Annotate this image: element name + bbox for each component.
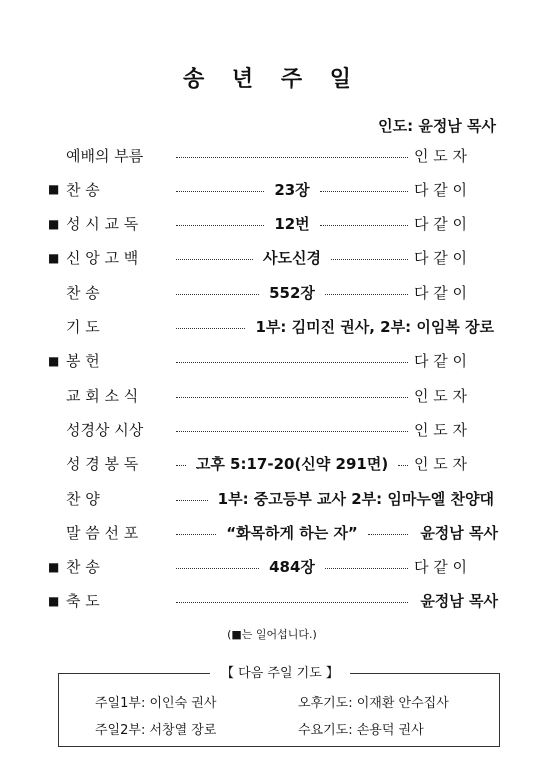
row-leader: 다 같 이: [414, 180, 468, 199]
row-label: 봉 헌: [66, 352, 100, 371]
service-row: [48, 314, 498, 340]
row-detail: 사도신경: [259, 247, 325, 268]
stand-marker: ■: [48, 559, 60, 574]
dot-leader: [325, 294, 408, 295]
row-leader: 다 같 이: [414, 249, 468, 268]
dot-leader: [176, 259, 253, 260]
service-row: [48, 519, 498, 545]
stand-marker: ■: [48, 353, 60, 368]
row-label: 예배의 부름: [66, 146, 144, 165]
row-leader: 윤정남 목사: [420, 592, 498, 611]
service-row: [48, 211, 498, 237]
row-leader: 인 도 자: [414, 420, 468, 439]
row-leader: 다 같 이: [414, 558, 468, 577]
dot-leader: [368, 534, 408, 535]
stand-marker: ■: [48, 250, 60, 265]
leader-line: 인도: 윤정남 목사: [378, 117, 496, 135]
row-label: 신 앙 고 백: [66, 249, 139, 268]
service-row: [48, 382, 498, 408]
row-label: 축 도: [66, 592, 100, 611]
next-week-item: 수요기도: 손용덕 권사: [298, 723, 424, 738]
dot-leader: [176, 500, 208, 501]
row-leader: 다 같 이: [414, 215, 468, 234]
row-detail: 552장: [265, 282, 319, 303]
row-leader: 인 도 자: [414, 146, 468, 165]
row-label: 성 경 봉 독: [66, 455, 139, 474]
dot-leader: [176, 294, 259, 295]
row-detail: 1부: 중고등부 교사 2부: 임마누엘 찬양대: [214, 488, 498, 509]
row-detail: 12번: [270, 213, 313, 234]
dot-leader: [176, 362, 408, 363]
service-row: [48, 142, 498, 168]
dot-leader: [320, 225, 408, 226]
stand-marker: ■: [48, 593, 60, 608]
stand-marker: ■: [48, 216, 60, 231]
row-label: 교 회 소 식: [66, 386, 139, 405]
stand-marker: ■: [48, 182, 60, 197]
row-leader: 다 같 이: [414, 352, 468, 371]
row-detail: 23장: [270, 179, 313, 200]
service-row: [48, 245, 498, 271]
dot-leader: [176, 191, 264, 192]
row-detail: “화목하게 하는 자”: [222, 522, 362, 543]
row-label: 성 시 교 독: [66, 215, 139, 234]
service-row: [48, 279, 498, 305]
row-leader: 다 같 이: [414, 283, 468, 302]
row-detail: 고후 5:17-20(신약 291면): [192, 453, 392, 474]
dot-leader: [176, 534, 216, 535]
row-leader: 인 도 자: [414, 386, 468, 405]
next-week-title: 【 다음 주일 기도 】: [210, 662, 350, 681]
row-label: 말 씀 선 포: [66, 523, 139, 542]
dot-leader: [176, 431, 408, 432]
dot-leader: [176, 465, 186, 466]
service-row: [48, 485, 498, 511]
row-label: 기 도: [66, 318, 100, 336]
service-row: [48, 588, 498, 614]
service-row: [48, 451, 498, 477]
dot-leader: [176, 328, 245, 329]
service-row: [48, 416, 498, 442]
dot-leader: [176, 568, 259, 569]
dot-leader: [176, 225, 264, 226]
dot-leader: [176, 397, 408, 398]
dot-leader: [398, 465, 408, 466]
row-leader: 인 도 자: [414, 455, 468, 474]
row-label: 찬 송: [66, 558, 100, 577]
next-week-item: 주일2부: 서창열 장로: [95, 723, 217, 738]
next-week-item: 오후기도: 이재환 안수집사: [298, 696, 449, 711]
row-label: 성경상 시상: [66, 420, 144, 439]
service-row: [48, 176, 498, 202]
service-row: [48, 554, 498, 580]
page-title: 송 년 주 일: [183, 67, 361, 92]
dot-leader: [176, 602, 408, 603]
dot-leader: [320, 191, 408, 192]
stand-note: (■는 일어섭니다.): [227, 628, 317, 641]
row-label: 찬 양: [66, 489, 100, 508]
row-detail: 484장: [265, 556, 319, 577]
next-week-item: 주일1부: 이인숙 권사: [95, 696, 217, 711]
dot-leader: [176, 157, 408, 158]
row-label: 찬 송: [66, 283, 100, 302]
dot-leader: [325, 568, 408, 569]
dot-leader: [331, 259, 408, 260]
row-detail: 1부: 김미진 권사, 2부: 이임복 장로: [251, 316, 498, 337]
row-leader: 윤정남 목사: [420, 523, 498, 542]
service-row: [48, 348, 498, 374]
row-label: 찬 송: [66, 180, 100, 199]
